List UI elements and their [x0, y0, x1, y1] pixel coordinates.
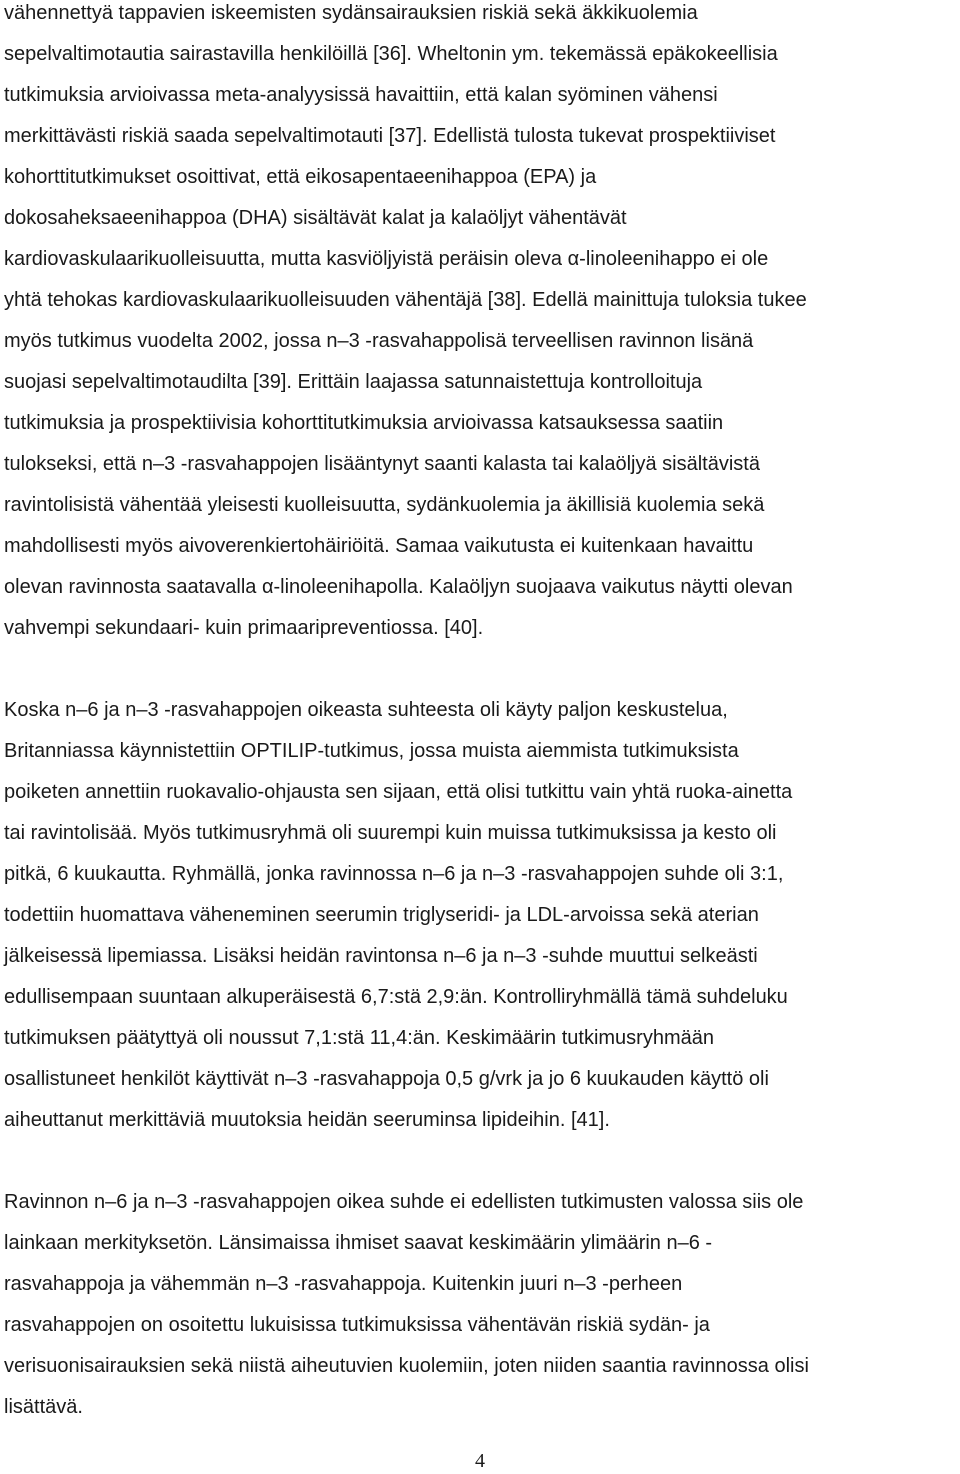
- text-line: suojasi sepelvaltimotaudilta [39]. Erittäin laajassa satunnaistettuja kontrolloituja: [4, 371, 703, 393]
- page-number: 4: [475, 1450, 485, 1472]
- text-line: dokosaheksaeenihappoa (DHA) sisältävät kalat ja kalaöljyt vähentävät: [4, 207, 627, 229]
- text-line: tutkimuksia ja prospektiivisia kohorttitutkimuksia arvioivassa katsauksessa saatiin: [4, 412, 724, 434]
- text-line: todettiin huomattava väheneminen seerumin triglyseridi- ja LDL-arvoissa sekä aterian: [4, 904, 759, 926]
- text-line: myös tutkimus vuodelta 2002, jossa n–3 -rasvahappolisä terveellisen ravinnon lisänä: [4, 330, 754, 352]
- text-line: Ravinnon n–6 ja n–3 -rasvahappojen oikea suhde ei edellisten tutkimusten valossa siis ole: [4, 1191, 804, 1213]
- text-line: Koska n–6 ja n–3 -rasvahappojen oikeasta suhteesta oli käyty paljon keskustelua,: [4, 699, 728, 721]
- text-line: verisuonisairauksien sekä niistä aiheutuvien kuolemiin, joten niiden saantia ravinnossa olisi: [4, 1355, 809, 1377]
- text-line: poiketen annettiin ruokavalio-ohjausta sen sijaan, että olisi tutkittu vain yhtä ruoka-ainetta: [4, 781, 793, 803]
- text-line: kohorttitutkimukset osoittivat, että eikosapentaeenihappoa (EPA) ja: [4, 166, 597, 188]
- text-line: kardiovaskulaarikuolleisuutta, mutta kasviöljyistä peräisin oleva α-linoleenihappo ei ole: [4, 248, 769, 270]
- text-line: lainkaan merkityksetön. Länsimaissa ihmiset saavat keskimäärin ylimäärin n–6 -: [4, 1232, 713, 1254]
- text-line: osallistuneet henkilöt käyttivät n–3 -rasvahappoja 0,5 g/vrk ja jo 6 kuukauden käyttö oli: [4, 1068, 769, 1090]
- text-line: mahdollisesti myös aivoverenkiertohäiriöitä. Samaa vaikutusta ei kuitenkaan havaittu: [4, 535, 754, 557]
- text-line: rasvahappoja ja vähemmän n–3 -rasvahappoja. Kuitenkin juuri n–3 -perheen: [4, 1273, 683, 1295]
- text-line: edullisempaan suuntaan alkuperäisestä 6,7:stä 2,9:än. Kontrolliryhmällä tämä suhdeluku: [4, 986, 788, 1008]
- text-line: aiheuttanut merkittäviä muutoksia heidän seeruminsa lipideihin. [41].: [4, 1109, 610, 1131]
- text-line: olevan ravinnosta saatavalla α-linoleenihapolla. Kalaöljyn suojaava vaikutus näytti olevan: [4, 576, 793, 598]
- text-line: jälkeisessä lipemiassa. Lisäksi heidän ravintonsa n–6 ja n–3 -suhde muuttui selkeästi: [4, 945, 758, 967]
- text-line: sepelvaltimotautia sairastavilla henkilöillä [36]. Wheltonin ym. tekemässä epäkokeellisia: [4, 43, 778, 65]
- text-line: pitkä, 6 kuukautta. Ryhmällä, jonka ravinnossa n–6 ja n–3 -rasvahappojen suhde oli 3:1,: [4, 863, 784, 885]
- text-line: rasvahappojen on osoitettu lukuisissa tutkimuksissa vähentävän riskiä sydän- ja: [4, 1314, 710, 1336]
- text-line: tai ravintolisää. Myös tutkimusryhmä oli suurempi kuin muissa tutkimuksissa ja kesto oli: [4, 822, 777, 844]
- text-line: tutkimuksen päätyttyä oli noussut 7,1:stä 11,4:än. Keskimäärin tutkimusryhmään: [4, 1027, 714, 1049]
- text-line: tulokseksi, että n–3 -rasvahappojen lisääntynyt saanti kalasta tai kalaöljyä sisältävistä: [4, 453, 760, 475]
- text-line: ravintolisistä vähentää yleisesti kuolleisuutta, sydänkuolemia ja äkillisiä kuolemia sekä: [4, 494, 765, 516]
- text-line: vahvempi sekundaari- kuin primaaripreventiossa. [40].: [4, 617, 484, 639]
- text-line: Britanniassa käynnistettiin OPTILIP-tutkimus, jossa muista aiemmista tutkimuksista: [4, 740, 739, 762]
- text-line: lisättävä.: [4, 1396, 83, 1418]
- text-line: merkittävästi riskiä saada sepelvaltimotauti [37]. Edellistä tulosta tukevat prospektiiviset: [4, 125, 776, 147]
- text-line: vähennettyä tappavien iskeemisten sydänsairauksien riskiä sekä äkkikuolemia: [4, 2, 698, 24]
- text-line: tutkimuksia arvioivassa meta-analyysissä havaittiin, että kalan syöminen vähensi: [4, 84, 718, 106]
- text-line: yhtä tehokas kardiovaskulaarikuolleisuuden vähentäjä [38]. Edellä mainittuja tuloksia tukee: [4, 289, 807, 311]
